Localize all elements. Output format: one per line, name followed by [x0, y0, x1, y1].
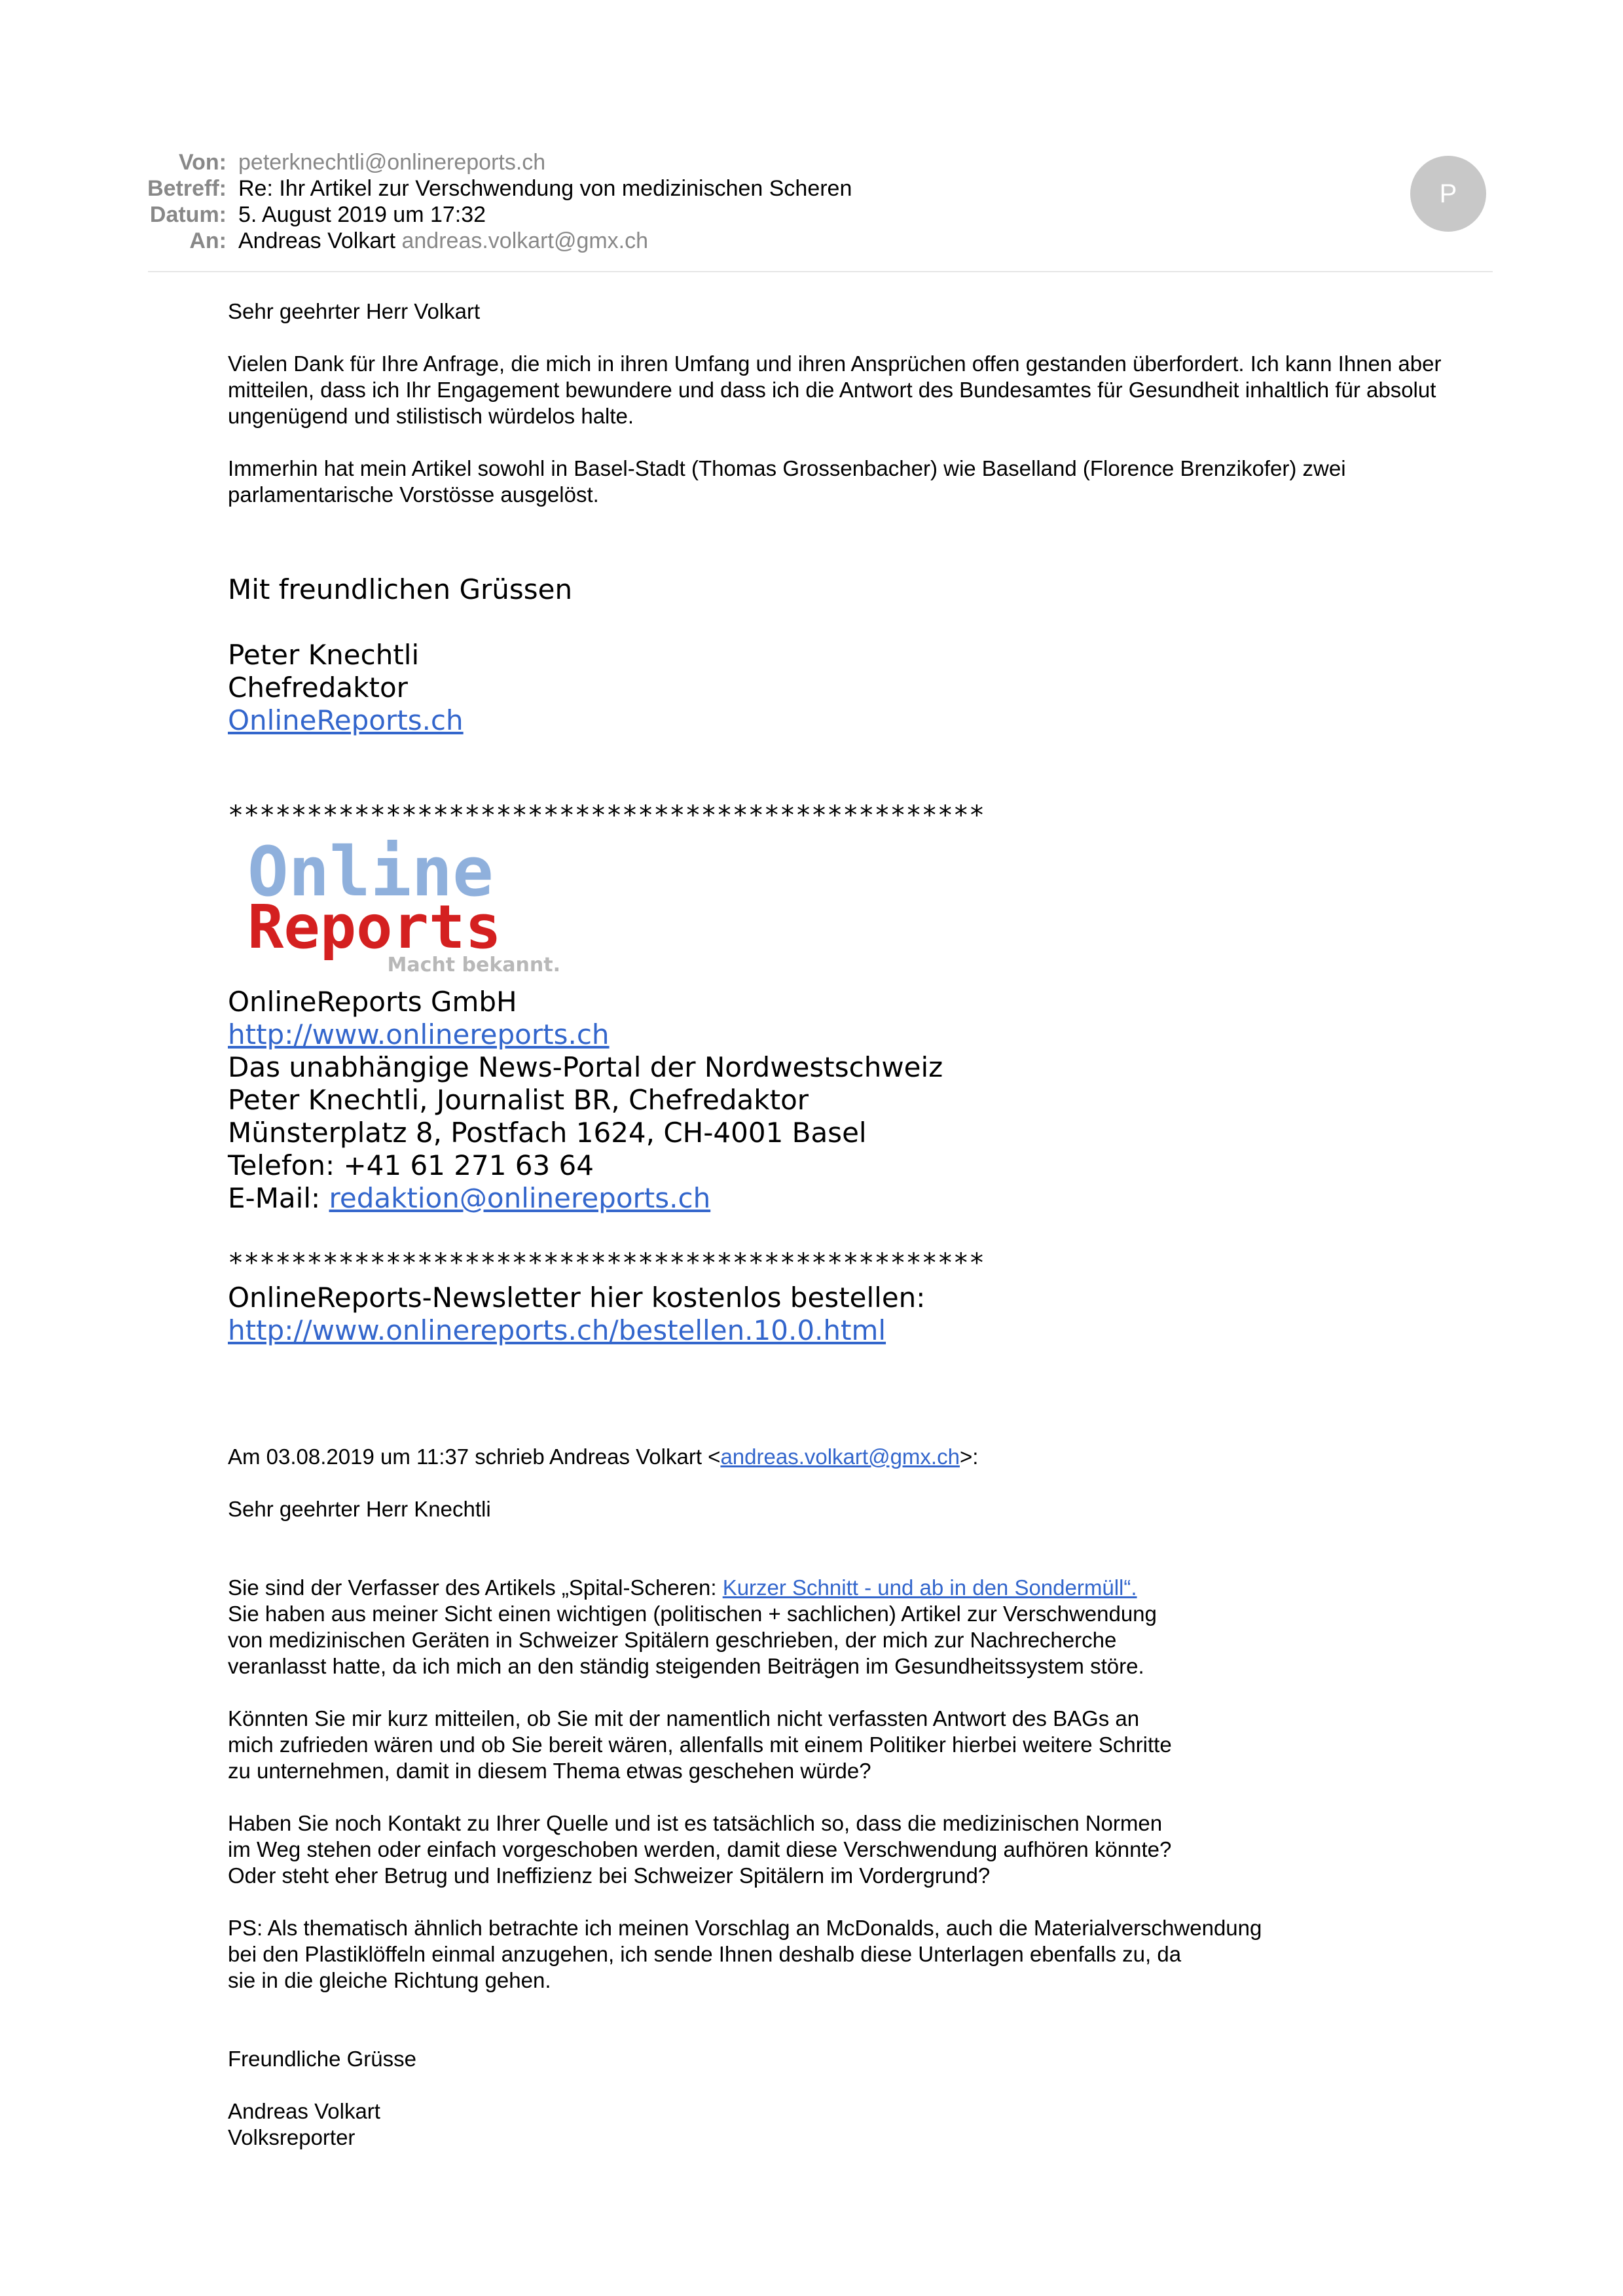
- signature-stars-bottom: ************************************************: [228, 1248, 985, 1278]
- header-divider: [148, 271, 1493, 272]
- reply-para2-line1: Immerhin hat mein Artikel sowohl in Basel-Stadt (Thomas Grossenbacher) wie Baselland (Florence Brenzikofer) zwei: [228, 456, 1346, 480]
- quoted-p3-line2: im Weg stehen oder einfach vorgeschoben werden, damit diese Verschwendung aufhören könnte?: [228, 1837, 1172, 1861]
- newsletter-text: OnlineReports-Newsletter hier kostenlos bestellen:: [228, 1282, 926, 1314]
- quoted-intro-email[interactable]: andreas.volkart@gmx.ch: [720, 1444, 960, 1469]
- signature-company: OnlineReports GmbH: [228, 986, 517, 1018]
- newsletter-link[interactable]: http://www.onlinereports.ch/bestellen.10.0.html: [228, 1314, 886, 1346]
- reply-para1-line1: Vielen Dank für Ihre Anfrage, die mich in ihren Umfang und ihren Ansprüchen offen gestanden überfordert. Ich kann Ihnen aber: [228, 351, 1442, 376]
- quoted-p2-line1: Könnten Sie mir kurz mitteilen, ob Sie mit der namentlich nicht verfassten Antwort des BAGs an: [228, 1706, 1140, 1731]
- subject-label: Betreff:: [147, 176, 227, 201]
- quoted-greeting: Sehr geehrter Herr Knechtli: [228, 1497, 491, 1521]
- website-link[interactable]: http://www.onlinereports.ch: [228, 1018, 610, 1050]
- reply-site-link[interactable]: [228, 704, 464, 737]
- signature-tagline: Das unabhängige News-Portal der Nordwestschweiz: [228, 1051, 943, 1083]
- logo-line2: Reports: [247, 892, 501, 962]
- reply-name: Peter Knechtli: [228, 639, 420, 671]
- email-label: E-Mail:: [228, 1182, 329, 1214]
- email-link[interactable]: redaktion@onlinereports.ch: [329, 1182, 711, 1214]
- quoted-name: Andreas Volkart: [228, 2099, 380, 2123]
- quoted-p4-line2: bei den Plastiklöffeln einmal anzugehen, ich sende Ihnen deshalb diese Unterlagen ebenfalls zu, da: [228, 1942, 1182, 1966]
- quoted-p3-line3: Oder steht eher Betrug und Ineffizienz bei Schweizer Spitälern im Vordergrund?: [228, 1863, 991, 1888]
- signature-person: Peter Knechtli, Journalist BR, Chefredaktor: [228, 1084, 809, 1116]
- onlinereports-logo: [247, 838, 568, 975]
- signature-website[interactable]: [228, 1018, 610, 1051]
- quoted-closing: Freundliche Grüsse: [228, 2047, 416, 2071]
- subject-value: Re: Ihr Artikel zur Verschwendung von medizinischen Scheren: [238, 176, 852, 201]
- quoted-p4-line1: PS: Als thematisch ähnlich betrachte ich meinen Vorschlag an McDonalds, auch die Materialverschwendung: [228, 1916, 1262, 1940]
- reply-para1-line3: ungenügend und stilistisch würdelos halte.: [228, 404, 634, 428]
- signature-stars-top: ************************************************: [228, 800, 985, 831]
- reply-para1-line2: mitteilen, dass ich Ihr Engagement bewundere und dass ich die Antwort des Bundesamtes für Gesundheit inhaltlich für absolut: [228, 378, 1436, 402]
- quoted-p1-prefix: Sie sind der Verfasser des Artikels „Spital-Scheren:: [228, 1575, 723, 1600]
- from-value[interactable]: peterknechtli@onlinereports.ch: [238, 150, 546, 175]
- quoted-title: Volksreporter: [228, 2125, 356, 2149]
- quoted-p1-line3: von medizinischen Geräten in Schweizer Spitälern geschrieben, der mich zur Nachrecherche: [228, 1628, 1117, 1652]
- signature-email-row: [228, 1182, 710, 1215]
- logo-line1: Online: [247, 838, 494, 912]
- to-email: andreas.volkart@gmx.ch: [401, 228, 649, 253]
- quoted-p2-line3: zu unternehmen, damit in diesem Thema etwas geschehen würde?: [228, 1759, 871, 1783]
- date-label: Datum:: [149, 202, 227, 227]
- article-link[interactable]: Kurzer Schnitt - und ab in den Sondermüll“.: [722, 1575, 1137, 1600]
- site-link[interactable]: OnlineReports.ch: [228, 704, 464, 736]
- quoted-p4-line3: sie in die gleiche Richtung gehen.: [228, 1968, 551, 1992]
- to-label: An:: [189, 228, 227, 253]
- reply-para2-line2: parlamentarische Vorstösse ausgelöst.: [228, 482, 599, 507]
- reply-closing: Mit freundlichen Grüssen: [228, 573, 573, 605]
- reply-greeting: Sehr geehrter Herr Volkart: [228, 299, 481, 323]
- quoted-p3-line1: Haben Sie noch Kontakt zu Ihrer Quelle und ist es tatsächlich so, dass die medizinischen Normen: [228, 1811, 1163, 1835]
- to-value[interactable]: [238, 226, 648, 255]
- quoted-intro-suffix: >:: [959, 1444, 979, 1469]
- signature-address: Münsterplatz 8, Postfach 1624, CH-4001 Basel: [228, 1117, 867, 1149]
- to-name: Andreas Volkart: [238, 228, 396, 253]
- signature-phone: Telefon: +41 61 271 63 64: [228, 1149, 594, 1181]
- quoted-p1-line2: Sie haben aus meiner Sicht einen wichtigen (politischen + sachlichen) Artikel zur Verschwendung: [228, 1602, 1157, 1626]
- quoted-intro: [228, 1444, 978, 1470]
- date-value: 5. August 2019 um 17:32: [238, 202, 486, 227]
- quoted-p1-line1: [228, 1575, 1137, 1601]
- from-label: Von:: [178, 150, 227, 175]
- quoted-p1-line4: veranlasst hatte, da ich mich an den ständig steigenden Beiträgen im Gesundheitssystem störe.: [228, 1654, 1144, 1678]
- quoted-intro-prefix: Am 03.08.2019 um 11:37 schrieb Andreas Volkart <: [228, 1444, 721, 1469]
- quoted-p2-line2: mich zufrieden wären und ob Sie bereit wären, allenfalls mit einem Politiker hierbei weitere Schritte: [228, 1732, 1172, 1757]
- avatar: P: [1410, 156, 1486, 232]
- logo-tagline: Macht bekannt.: [387, 954, 560, 975]
- reply-title: Chefredaktor: [228, 672, 408, 704]
- newsletter-row[interactable]: [228, 1314, 886, 1347]
